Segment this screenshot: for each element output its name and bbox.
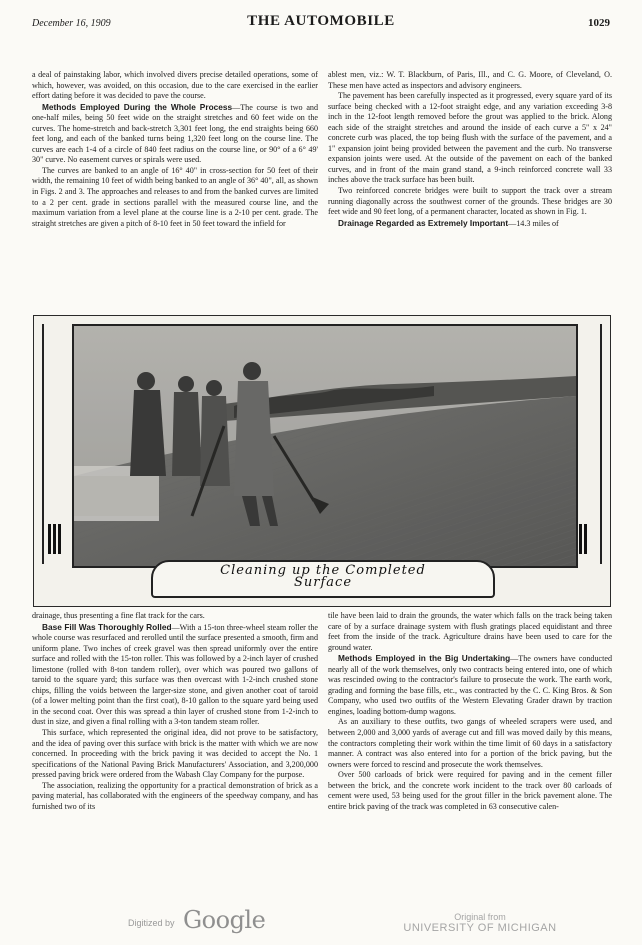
paragraph: The association, realizing the opportunity for a practical demonstration of brick as a paving material, has collaborated with the engineers of the speedway company, and has furnished two of its (32, 780, 318, 811)
original-from-label: Original from (454, 912, 506, 922)
column-top-left (32, 70, 318, 229)
workers-on-brick-track-image (74, 326, 576, 566)
section-heading: Base Fill Was Thoroughly Rolled (42, 621, 172, 632)
paragraph (32, 622, 318, 728)
source-attribution (400, 912, 560, 934)
section-heading: Methods Employed During the Whole Process (42, 101, 233, 112)
frame-rule (42, 324, 44, 564)
paragraph (32, 102, 318, 166)
paragraph: tile have been laid to drain the grounds, the water which falls on the track being taken care of by a surface drainage system with flush gratings placed equidistant and three feet from the inside of the track. Agriculture drains have been used to care for the ground water. (328, 611, 612, 652)
column-bottom-left (32, 611, 318, 812)
caption-line: Cleaning up the Completed (220, 563, 426, 578)
digitized-by-label: Digitized by (128, 918, 175, 928)
paragraph: The curves are banked to an angle of 16° 40" in cross-section for 50 feet of their width, the remaining 10 feet of width being banked to an angle of 36° 40", all, as shown in Figs. 2 and 3. The approaches and releases to and from the banked curves are limited to a 2 per cent. grade in sections parallel with the measured course line, and the maximum variation from a level plane at the course line is a 2-10 per cent. grade. The straight stretches are given a pitch of 8-10 feet in 50 feet toward the infield for (32, 165, 318, 228)
frame-rule (600, 324, 602, 564)
paragraph: As an auxiliary to these outfits, two gangs of wheeled scrapers were used, and between 2,000 and 3,000 yards of average cut and fill was moved daily by this means, the contractors completing their work within the time limit of 60 days in a satisfactory manner. A contract was also entered into for a portion of the brick paving, but the owners were forced to rescind and prosecute the work themselves. (328, 717, 612, 769)
google-logo: Google (183, 906, 266, 934)
paragraph-text: —The course is two and one-half miles, being 50 feet wide on the straight stretches and 60 feet wide on the curves. The home-stretch and back-stretch 3,301 feet long, the end straights being 660 feet long, and each of the banked turns being 1,320 feet long on the course line. The curves are each 1-4 of a circle of 840 feet radius on the course line, or 90° of a 6° 49' 30" curve. No easement curves or spirals were used. (32, 102, 318, 165)
paragraph-text: —With a 15-ton three-wheel steam roller the whole course was resurfaced and rerolled until the surface presented a smooth, firm and uniform plane. Two inches of creek gravel was then spread uniformly over the entire surface and rolled with the 15-ton roller. This was followed by a 2-inch layer of crushed limestone (rolled with 8-ton tandem roller), over which was poured two gallons of taroid to the square yard; this surface was then overcast with 1-2-inch crushed stone chips, filling the voids between the larger-size stone, and given another coat of taroid (of a lower melting point than the first coat), 8-10 gallon to the square yard being used in the second coat. Over this was spread a thin layer of crushed stone from 1-2-inch to dust in size, and given a final rolling with a 3-ton tandem steam roller. (32, 622, 318, 727)
photo-caption (151, 560, 495, 598)
publication-title: THE AUTOMOBILE (247, 13, 395, 29)
frame-ornament (48, 524, 63, 559)
paragraph (328, 653, 612, 717)
section-heading: Drainage Regarded as Extremely Important (338, 217, 509, 228)
paragraph (328, 218, 612, 230)
page-header (32, 12, 610, 32)
university-label: UNIVERSITY OF MICHIGAN (403, 922, 557, 934)
column-bottom-right (328, 611, 612, 812)
page-number: 1029 (588, 17, 610, 29)
caption-line: Surface (293, 575, 353, 590)
paragraph: The pavement has been carefully inspected as it progressed, every square yard of its surface being checked with a 12-foot straight edge, and any variation exceeding 3-8 inch in the 12-foot length removed before the grout was applied to the brick. Along each side of the straight stretches and around the inside of each curve a 5" x 24" concrete curb was placed, the top being flush with the surface of the pavement, and a 1" expansion joint being provided between the pavement and the curb. No transverse expansion joints were used. At the outside of the pavement on each of the banked curves, and in front of the main grand stand, a 9-inch reinforced concrete wall 33 inches above the track surface has been built. (328, 91, 612, 185)
section-heading: Methods Employed in the Big Undertaking (338, 653, 511, 664)
paragraph: a deal of painstaking labor, which involved divers precise detailed operations, some of which, however, was avoided, on this occasion, due to the care exercised in the earlier effort dating before it was decided to pave the course. (32, 70, 318, 101)
paragraph: ablest men, viz.: W. T. Blackburn, of Paris, Ill., and C. G. Moore, of Cleveland, O. These men have acted as inspectors and advisory engineers. (328, 70, 612, 90)
column-top-right (328, 70, 612, 229)
paragraph: This surface, which represented the original idea, did not prove to be satisfactory, and the idea of paving over this surface with brick is the matter with which we are now concerned. In proceeding with the brick paving it was decided to accept the No. 1 specifications of the National Paving Brick Manufacturers' Association, and 3,200,000 pressed paving brick were ordered from the Wabash Clay Company for the purpose. (32, 728, 318, 780)
photo-frame (33, 315, 611, 607)
paragraph: Over 500 carloads of brick were required for paving and in the cement filler between the brick, and the concrete work incident to the track over 80 carloads of cement were used, 53 being used for the grout filler in the brick pavement alone. The entire brick paving of the track was completed in 63 consecutive calen- (328, 770, 612, 811)
paragraph: Two reinforced concrete bridges were built to support the track over a stream running diagonally across the southwest corner of the grounds. These bridges are 30 feet wide and 90 feet long, of a permanent character, located as shown in Fig. 1. (328, 186, 612, 217)
paragraph: drainage, thus presenting a fine flat track for the cars. (32, 611, 205, 620)
halftone-photo (72, 324, 578, 568)
issue-date: December 16, 1909 (32, 18, 111, 29)
paragraph-text: —The owners have conducted nearly all of the work themselves, only two contracts being entered into, one of which was rescinded owing to the contractor's failure to prosecute the work. The earth work, grading and forming the base fills, etc., was contracted by the C. C. King Bros. & Son Company, who used two outfits of the Western Elevating Grader drawn by traction engines, loading bottom-dump wagons. (328, 654, 612, 716)
paragraph-text: —14.3 miles of (508, 218, 559, 228)
